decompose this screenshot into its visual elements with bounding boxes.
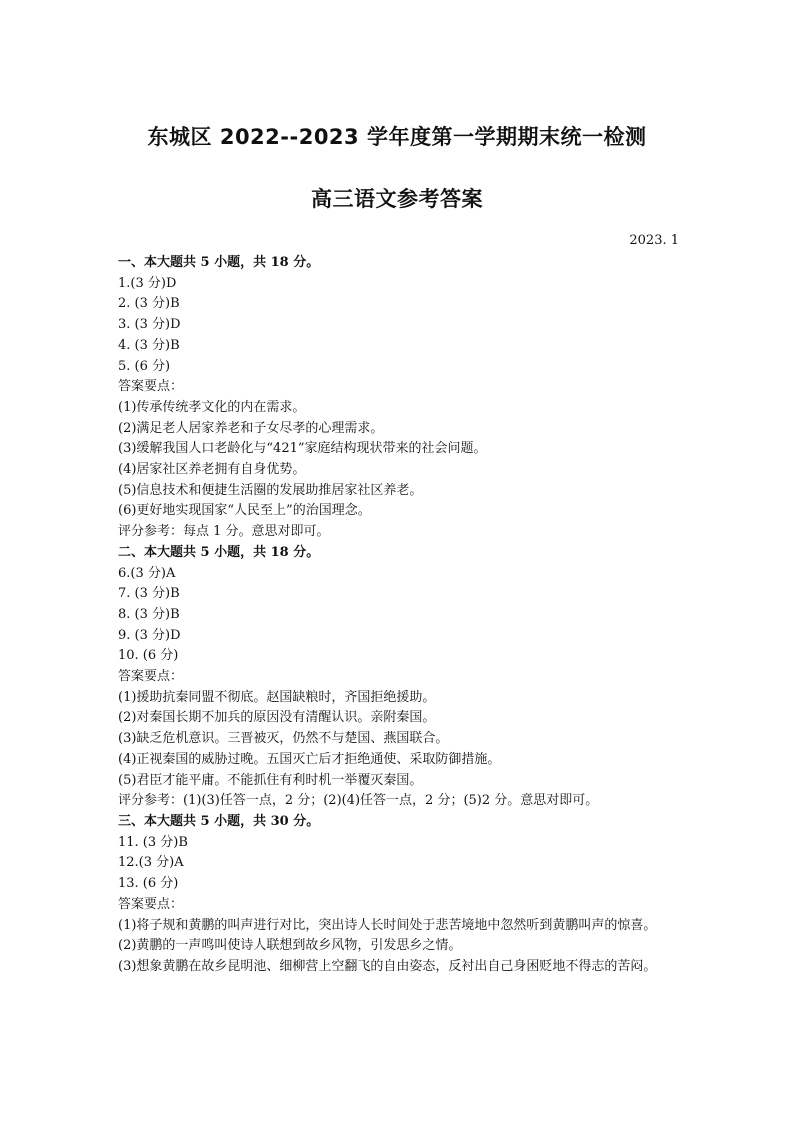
- answer-line: 评分参考：每点 1 分。意思对即可。: [118, 524, 330, 540]
- answer-line: (2)对秦国长期不加兵的原因没有清醒认识。亲附秦国。: [118, 710, 436, 726]
- answer-line: 7. (3 分)B: [118, 586, 180, 602]
- answer-line: (6)更好地实现国家“人民至上”的治国理念。: [118, 503, 371, 519]
- answer-line: 6.(3 分)A: [118, 565, 176, 581]
- answer-line: 答案要点：: [118, 896, 184, 912]
- answer-line: (2)满足老人居家养老和子女尽孝的心理需求。: [118, 420, 384, 436]
- answer-line: 评分参考：(1)(3)任答一点，2 分；(2)(4)任答一点，2 分；(5)2 分。意思对即可。: [118, 793, 599, 809]
- answer-line: 10. (6 分): [118, 648, 179, 664]
- answer-line: (3)缺乏危机意识。三晋被灭，仍然不与楚国、燕国联合。: [118, 731, 449, 747]
- answer-line: 答案要点：: [118, 669, 184, 685]
- answer-line: (5)君臣才能平庸。不能抓住有利时机一举覆灭秦国。: [118, 772, 423, 788]
- section-heading: 一、本大题共 5 小题，共 18 分。: [118, 255, 320, 270]
- answer-line: 2. (3 分)B: [118, 296, 180, 312]
- answer-line: 答案要点：: [118, 379, 184, 395]
- section-heading: 三、本大题共 5 小题，共 30 分。: [118, 813, 320, 829]
- answer-line: 12.(3 分)A: [118, 855, 184, 871]
- answer-line: 11. (3 分)B: [118, 834, 188, 850]
- answer-line: (1)援助抗秦同盟不彻底。赵国缺粮时，齐国拒绝援助。: [118, 689, 436, 705]
- answer-body: [118, 253, 680, 978]
- answer-line: (5)信息技术和便捷生活圈的发展助推居家社区养老。: [118, 482, 423, 498]
- answer-line: 5. (6 分): [118, 358, 171, 374]
- answer-line: 8. (3 分)B: [118, 606, 180, 622]
- answer-line: (2)黄鹏的一声鸣叫使诗人联想到故乡风物，引发思乡之情。: [118, 938, 462, 954]
- answer-line: (1)将子规和黄鹏的叫声进行对比，突出诗人长时间处于悲苦境地中忽然听到黄鹏叫声的惊喜。: [118, 917, 657, 933]
- answer-line: (1)传承传统孝文化的内在需求。: [118, 399, 306, 415]
- answer-line: 4. (3 分)B: [118, 337, 180, 353]
- answer-line: (4)正视秦国的威胁过晚。五国灭亡后才拒绝通使、采取防御措施。: [118, 751, 501, 767]
- document-date: 2023. 1: [629, 233, 679, 248]
- answer-line: (3)想象黄鹏在故乡昆明池、细柳营上空翻飞的自由姿态，反衬出自己身困贬地不得志的苦闷。: [118, 958, 657, 974]
- answer-line: (3)缓解我国人口老龄化与“421”家庭结构现状带来的社会问题。: [118, 441, 487, 457]
- answer-line: (4)居家社区养老拥有自身优势。: [118, 462, 306, 478]
- document-title: 东城区 2022--2023 学年度第一学期期末统一检测: [147, 125, 647, 149]
- document-subtitle: 高三语文参考答案: [311, 187, 483, 211]
- answer-line: 13. (6 分): [118, 876, 179, 892]
- answer-line: 1.(3 分)D: [118, 275, 177, 291]
- section-heading: 二、本大题共 5 小题，共 18 分。: [118, 544, 320, 560]
- answer-line: 3. (3 分)D: [118, 317, 181, 333]
- answer-line: 9. (3 分)D: [118, 627, 181, 643]
